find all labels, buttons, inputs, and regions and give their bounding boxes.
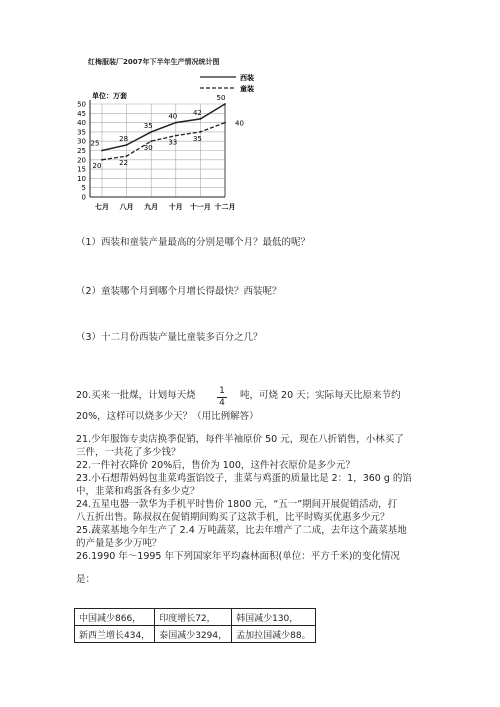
table-cell: 中国减少866， bbox=[75, 609, 155, 626]
forest-area-table bbox=[74, 608, 316, 643]
question-2: （2）童装哪个月到哪个月增长得最快？西装呢？ bbox=[76, 286, 282, 297]
x-tick-label: 七月 bbox=[95, 203, 109, 211]
data-label: 22 bbox=[119, 159, 129, 168]
data-point bbox=[175, 135, 177, 137]
data-point bbox=[224, 103, 226, 105]
table-cell: 泰国减少3294， bbox=[155, 626, 232, 643]
x-tick-label: 九月 bbox=[144, 203, 159, 211]
question-25-line-1: 25.蔬菜基地今年生产了 2.4 万吨蔬菜，比去年增产了二成，去年这个蔬菜基地 bbox=[76, 525, 407, 536]
x-tick-label: 十月 bbox=[168, 203, 183, 211]
y-tick-label: 20 bbox=[77, 156, 86, 165]
y-tick-label: 50 bbox=[77, 100, 86, 109]
question-3: （3）十二月份西装产量比童装多百分之几？ bbox=[76, 332, 263, 343]
data-label: 33 bbox=[168, 138, 178, 147]
question-20-part-c: 20%，这样可以烧多少天？（用比例解答） bbox=[76, 411, 259, 422]
y-tick-label: 5 bbox=[81, 184, 86, 193]
y-tick-label: 40 bbox=[77, 119, 86, 128]
question-26-line-1: 26.1990 年～1995 年下列国家年平均森林面积(单位：平方千米)的变化情况 bbox=[76, 551, 400, 562]
legend-label: 童装 bbox=[240, 85, 254, 93]
question-24-line-2: 八五折出售。陈叔叔在促销期间购买了这款手机，比平时购买优惠多少元？ bbox=[76, 512, 390, 523]
data-label: 35 bbox=[192, 134, 202, 143]
data-point bbox=[200, 131, 202, 133]
table-cell: 孟加拉国减少88。 bbox=[232, 626, 315, 643]
data-point bbox=[101, 150, 103, 152]
fraction-one-quarter bbox=[217, 386, 227, 409]
data-point bbox=[224, 122, 226, 124]
data-point bbox=[126, 155, 128, 157]
line-chart bbox=[60, 60, 260, 220]
y-tick-label: 35 bbox=[77, 128, 86, 137]
question-25-line-2: 的产量是多少万吨？ bbox=[76, 538, 162, 549]
data-label: 50 bbox=[216, 94, 226, 102]
question-21-line-1: 21.少年服饰专卖店换季促销，每件半袖原价 50 元，现在八折销售，小林买了 bbox=[76, 434, 404, 445]
chart-grid bbox=[90, 104, 225, 197]
chart-title: 红梅服装厂2007年下半年生产情况统计图 bbox=[88, 58, 220, 66]
chart-legend bbox=[200, 73, 254, 93]
y-tick-label: 30 bbox=[77, 137, 86, 146]
question-22: 22.一件衬衣降价 20%后，售价为 100，这件衬衣原价是多少元？ bbox=[76, 460, 355, 471]
data-label: 28 bbox=[119, 134, 129, 143]
x-tick-label: 八月 bbox=[119, 203, 134, 211]
legend-label: 西装 bbox=[240, 74, 254, 82]
question-24-line-1: 24.五星电器一款华为手机平时售价 1800 元，“五一”期间开展促销活动，打 bbox=[76, 499, 398, 510]
question-26-line-2: 是： bbox=[76, 574, 96, 585]
question-20-part-a: 20.买来一批煤，计划每天烧 bbox=[76, 390, 196, 401]
chart-axes bbox=[77, 91, 235, 211]
table-row bbox=[75, 626, 316, 643]
data-point bbox=[101, 159, 103, 161]
data-label: 40 bbox=[168, 112, 178, 121]
fraction-denominator: 4 bbox=[219, 398, 225, 408]
y-tick-label: 25 bbox=[77, 147, 86, 155]
question-21-line-2: 三件，一共花了多少钱？ bbox=[76, 447, 181, 458]
data-label: 35 bbox=[143, 121, 153, 130]
fraction-numerator: 1 bbox=[217, 386, 227, 398]
data-point bbox=[150, 140, 152, 142]
data-label: 42 bbox=[192, 108, 202, 117]
question-23-line-1: 23.小石想帮妈妈包韭菜鸡蛋馅饺子，韭菜与鸡蛋的质量比是 2：1，360 g 的馅 bbox=[76, 473, 412, 484]
question-23-line-2: 中，韭菜和鸡蛋各有多少克？ bbox=[76, 486, 200, 497]
data-label: 20 bbox=[92, 161, 102, 170]
table-row bbox=[75, 609, 316, 626]
y-tick-label: 10 bbox=[77, 174, 86, 183]
y-tick-label: 45 bbox=[77, 109, 86, 118]
data-point bbox=[126, 144, 128, 146]
data-point bbox=[175, 122, 177, 124]
data-point bbox=[200, 118, 202, 120]
x-tick-label: 十一月 bbox=[189, 203, 211, 211]
y-tick-label: 0 bbox=[81, 193, 86, 202]
table-cell: 新西兰增长434， bbox=[75, 626, 155, 643]
series-line-0 bbox=[102, 104, 225, 151]
table-cell: 韩国减少130， bbox=[232, 609, 315, 626]
unit-label: 单位：万套 bbox=[92, 92, 127, 100]
data-label: 40 bbox=[235, 119, 244, 128]
x-tick-label: 十二月 bbox=[214, 203, 236, 211]
question-1: （1）西装和童装产量最高的分别是哪个月？最低的呢？ bbox=[76, 237, 311, 248]
y-tick-label: 15 bbox=[77, 165, 86, 174]
question-20-part-b: 吨，可烧 20 天；实际每天比原来节约 bbox=[240, 390, 401, 401]
data-label: 30 bbox=[143, 144, 153, 153]
table-cell: 印度增长72， bbox=[155, 609, 232, 626]
data-label: 25 bbox=[90, 139, 100, 148]
data-point bbox=[150, 131, 152, 133]
